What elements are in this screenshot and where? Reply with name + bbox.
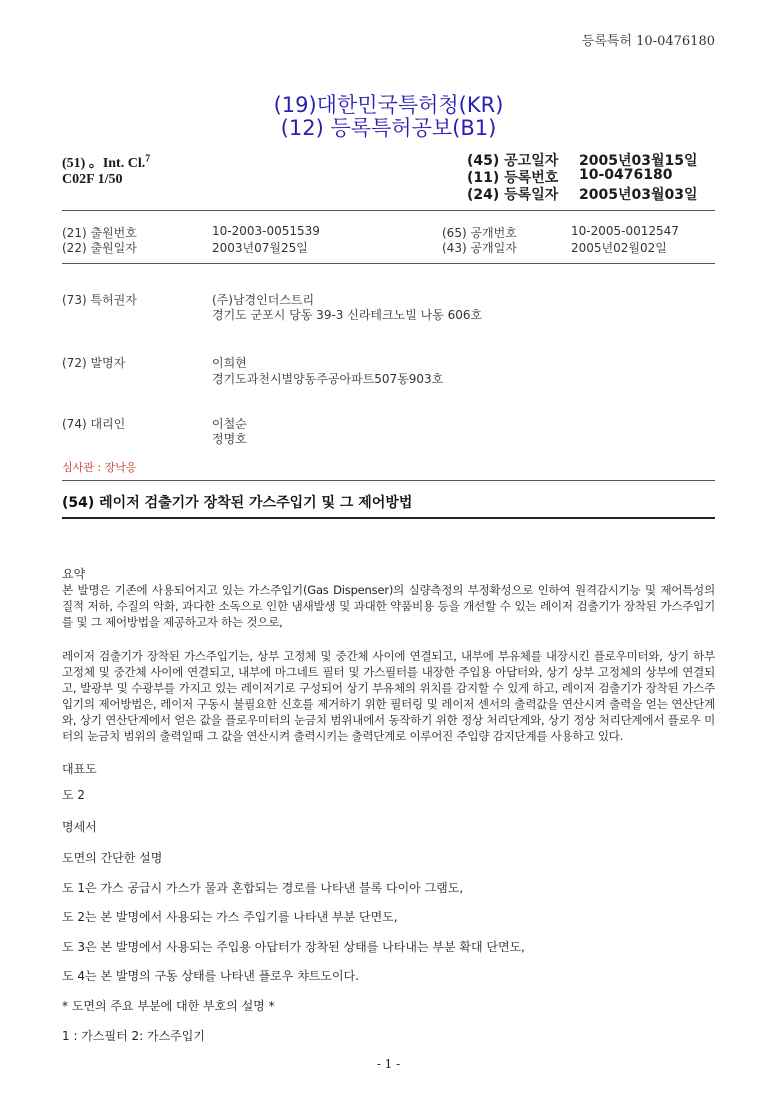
patent-number-header: 등록특허 10-0476180 xyxy=(581,34,715,49)
application-date-value: 2003년07월25일 xyxy=(212,241,308,255)
page-number: - 1 - xyxy=(376,1057,401,1071)
registration-number-value: 10-0476180 xyxy=(579,167,673,183)
application-number-value: 10-2003-0051539 xyxy=(212,224,320,238)
registration-date-label: (24) 등록일자 xyxy=(467,187,559,203)
ipc-edition: 7 xyxy=(145,153,151,165)
open-date-value: 2005년02월02일 xyxy=(571,241,667,255)
figure-description: 도 3은 본 발명에서 사용되는 주입용 아답터가 장착된 상태를 나타내는 부분 확대 단면도, xyxy=(62,940,525,954)
representative-drawing-heading: 대표도 xyxy=(62,762,97,776)
patentee-name: (주)남경인더스트리 xyxy=(212,293,315,307)
divider xyxy=(62,480,715,481)
symbols-line: 1 : 가스필터 2: 가스주입기 xyxy=(62,1029,205,1043)
figure-description: 도 4는 본 발명의 구동 상태를 나타낸 플로우 챠트도이다. xyxy=(62,969,359,983)
application-number-label: (21) 출원번호 xyxy=(62,226,137,240)
patentee-label: (73) 특허권자 xyxy=(62,293,137,307)
abstract-heading: 요약 xyxy=(62,567,86,581)
symbols-heading: * 도면의 주요 부분에 대한 부호의 설명 * xyxy=(62,999,275,1013)
publication-date-value: 2005년03월15일 xyxy=(579,153,698,169)
registration-number-label: (11) 등록번호 xyxy=(467,170,559,186)
brief-description-heading: 도면의 간단한 설명 xyxy=(62,851,163,865)
figure-description: 도 1은 가스 공급시 가스가 물과 혼합되는 경로를 나타낸 블록 다이아 그램도, xyxy=(62,881,464,895)
open-date-label: (43) 공개일자 xyxy=(442,241,517,255)
figure-description: 도 2는 본 발명에서 사용되는 가스 주입기를 나타낸 부분 단면도, xyxy=(62,910,398,924)
agent-name-1: 이철순 xyxy=(212,417,247,431)
agent-name-2: 정명호 xyxy=(212,432,247,446)
divider xyxy=(62,210,715,211)
representative-drawing: 도 2 xyxy=(62,788,86,802)
divider xyxy=(62,263,715,264)
registration-date-row xyxy=(467,184,717,204)
invention-title: (54) 레이저 검출기가 장착된 가스주입기 및 그 제어방법 xyxy=(62,495,413,511)
publication-date-label: (45) 공고일자 xyxy=(467,153,559,169)
registration-date-value: 2005년03월03일 xyxy=(579,187,698,203)
publication-number-value: 10-2005-0012547 xyxy=(571,224,679,238)
agent-label: (74) 대리인 xyxy=(62,417,126,431)
abstract-paragraph-2: 레이저 검출기가 장착된 가스주입기는, 상부 고정체 및 중간체 사이에 연결되고, 내부에 부유체를 내장시킨 플로우미터와, 상기 하부 고정체 및 중간체 사이에 연결되고, 내부에 마그네트 필터 및 가스필터를 내장한 주입용 아답터와, 상기 상부 고정체의 상부에 연결되고, 발광부 및 수광부를 가지고 있는 레이저기로 구성되어 상기 부유체의 위치를 감지할 수 있게 하고, 레이저 검출기가 장착된 가스주입기의 제어방법은, 레이저 구동시 불필요한 신호를 제거하기 위한 필터링 및 레이저 센서의 출력값을 연산시켜 출력을 얻는 연산단계와, 상기 연산단계에서 얻은 값을 플로우미터의 눈금치 범위내에서 동작하기 위한 정상 처리단계와, 상기 정상 처리단계에서 플로우 미터의 눈금치 범위의 출력일때 그 값을 연산시켜 출력시키는 출력단계로 이루어진 주입량 감지단계를 사용하고 있다. xyxy=(62,649,715,743)
publication-number-label: (65) 공개번호 xyxy=(442,226,517,240)
ipc-label-text: (51) 。Int. Cl. xyxy=(62,156,146,171)
inventor-label: (72) 발명자 xyxy=(62,356,126,370)
ipc-label xyxy=(62,152,150,172)
application-date-label: (22) 출원일자 xyxy=(62,241,137,255)
office-title: (19)대한민국특허청(KR) xyxy=(273,93,504,117)
specification-heading: 명세서 xyxy=(62,820,97,834)
gazette-title: (12) 등록특허공보(B1) xyxy=(280,116,497,140)
patentee-address: 경기도 군포시 당동 39-3 신라테크노빌 나동 606호 xyxy=(212,308,483,322)
ipc-code: C02F 1/50 xyxy=(62,172,123,187)
examiner: 심사관 : 장낙응 xyxy=(62,461,137,474)
divider xyxy=(62,517,715,519)
inventor-name: 이희현 xyxy=(212,356,247,370)
abstract-paragraph-1: 본 발명은 기존에 사용되어지고 있는 가스주입기(Gas Dispenser)의 실량측정의 부정확성으로 인하여 원격감시기능 및 제어특성의 질적 저하, 수질의 악화, 과다한 소독으로 인한 냄새발생 및 과대한 약품비용 등을 개선할 수 있는 레이저 검출기가 장착된 가스주입기를 및 그 제어방법을 제공하고자 하는 것으로, xyxy=(62,583,715,629)
inventor-address: 경기도과천시별양동주공아파트507동903호 xyxy=(212,372,444,386)
